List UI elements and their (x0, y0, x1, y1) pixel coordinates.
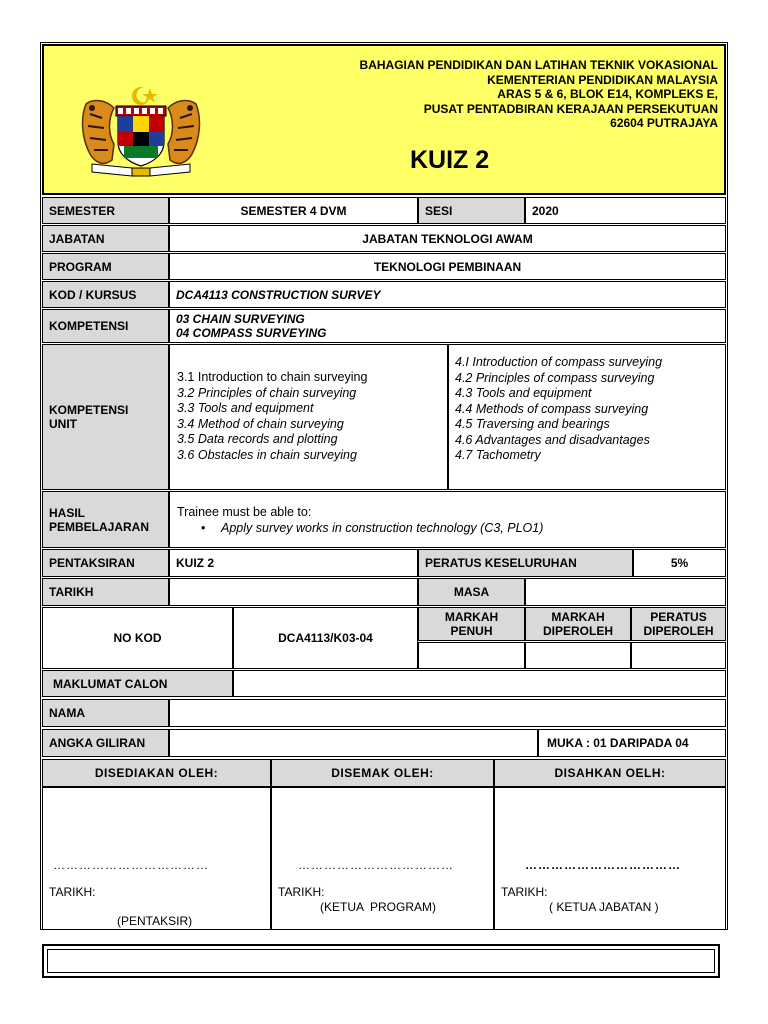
unit-item: 4.2 Principles of compass surveying (455, 370, 655, 385)
org-line: 62604 PUTRAJAYA (610, 116, 718, 130)
header-line: DIPEROLEH (542, 624, 613, 638)
markah-penuh-header (418, 607, 525, 641)
header-line: PERATUS (650, 610, 707, 624)
angka-giliran-value (169, 729, 538, 757)
bullet-icon: • (201, 521, 206, 535)
header-line: PENUH (450, 624, 493, 638)
peratus-diperoleh-header (631, 607, 726, 641)
nama-label: NAMA (42, 699, 169, 727)
coat-of-arms-logo (78, 84, 204, 180)
program-label: PROGRAM (42, 253, 169, 280)
maklumat-calon-value (233, 670, 726, 697)
peratus-label: PERATUS KESELURUHAN (418, 549, 633, 577)
pentaksiran-value: KUIZ 2 (169, 549, 418, 577)
disemak-signature-box (271, 787, 494, 930)
nokod-value: DCA4113/K03-04 (233, 607, 418, 669)
unit-label-line: KOMPETENSI (49, 403, 129, 417)
unit-item: 3.2 Principles of chain surveying (177, 385, 357, 400)
jabatan-value: JABATAN TEKNOLOGI AWAM (169, 225, 726, 252)
kod-label: KOD / KURSUS (42, 281, 169, 308)
header-line: DIPEROLEH (643, 624, 714, 638)
tarikh-field-label: TARIKH: (278, 885, 325, 899)
footer-box (42, 944, 720, 978)
unit-item: 3.5 Data records and plotting (177, 432, 338, 446)
hasil-label (42, 491, 169, 548)
signature-line: ……………………………… (53, 858, 209, 872)
unit-item: 4.3 Tools and equipment (455, 386, 592, 400)
peratus-value: 5% (633, 549, 726, 577)
sesi-value: 2020 (525, 197, 726, 224)
disahkan-header: DISAHKAN OELH: (494, 759, 726, 787)
org-line: BAHAGIAN PENDIDIKAN DAN LATIHAN TEKNIK VOKASIONAL (359, 58, 718, 72)
nokod-label: NO KOD (42, 607, 233, 669)
kod-value: DCA4113 CONSTRUCTION SURVEY (169, 281, 726, 308)
kompetensi-label: KOMPETENSI (42, 309, 169, 343)
peratus-diperoleh-value (631, 642, 726, 669)
header-line: MARKAH (444, 610, 499, 624)
kompetensi-value (169, 309, 726, 343)
disemak-header: DISEMAK OLEH: (271, 759, 494, 787)
kompetensi-line: 04 COMPASS SURVEYING (176, 326, 327, 340)
tarikh-value (169, 578, 418, 606)
nama-value (169, 699, 726, 727)
hasil-bullet-item (177, 520, 725, 536)
hasil-value (169, 491, 726, 548)
markah-penuh-value (418, 642, 525, 669)
unit-item: 3.1 Introduction to chain surveying (177, 370, 368, 384)
jabatan-label: JABATAN (42, 225, 169, 252)
masa-label: MASA (418, 578, 525, 606)
unit-item: 4.5 Traversing and bearings (455, 417, 610, 431)
muka-page-number: MUKA : 01 DARIPADA 04 (538, 729, 726, 757)
hasil-label-line: HASIL (49, 505, 85, 520)
footer-box-inner (47, 949, 715, 973)
role-label: (PENTAKSIR) (117, 914, 193, 928)
signature-line: ……………………………… (298, 858, 454, 872)
unit-item: 4.6 Advantages and disadvantages (455, 432, 650, 447)
kompetensi-line: 03 CHAIN SURVEYING (176, 312, 305, 326)
masa-value (525, 578, 726, 606)
markah-diperoleh-header (525, 607, 631, 641)
role-label: (KETUA PROGRAM) (320, 900, 437, 914)
page-title: KUIZ 2 (410, 146, 490, 174)
semester-label: SEMESTER (42, 197, 169, 224)
org-line: ARAS 5 & 6, BLOK E14, KOMPLEKS E, (497, 87, 718, 101)
unit-item: 3.6 Obstacles in chain surveying (177, 447, 357, 462)
unit-label-line: UNIT (49, 417, 77, 431)
unit-item: 4.7 Tachometry (455, 448, 541, 462)
org-address (278, 58, 718, 131)
header-line: MARKAH (551, 610, 605, 624)
unit-left-list (169, 344, 448, 490)
signature-line: ……………………………… (525, 858, 681, 872)
unit-item: 3.3 Tools and equipment (177, 401, 314, 415)
hasil-bullet-text: Apply survey works in construction technology (C3, PLO1) (221, 521, 544, 535)
header-block (42, 44, 726, 195)
hasil-label-line: PEMBELAJARAN (49, 519, 150, 534)
org-line: PUSAT PENTADBIRAN KERAJAAN PERSEKUTUAN (423, 101, 718, 116)
semester-value: SEMESTER 4 DVM (169, 197, 418, 224)
unit-label (42, 344, 169, 490)
unit-item: 3.4 Method of chain surveying (177, 416, 344, 431)
tarikh-field-label: TARIKH: (49, 885, 96, 899)
unit-item: 4.4 Methods of compass surveying (455, 401, 649, 416)
tarikh-label: TARIKH (42, 578, 169, 606)
markah-diperoleh-value (525, 642, 631, 669)
disahkan-signature-box (494, 787, 726, 930)
program-value: TEKNOLOGI PEMBINAAN (169, 253, 726, 280)
unit-item: 4.I Introduction of compass surveying (455, 355, 663, 369)
disediakan-header: DISEDIAKAN OLEH: (42, 759, 271, 787)
maklumat-calon-label: MAKLUMAT CALON (42, 670, 233, 697)
unit-right-list (448, 344, 726, 490)
hasil-intro: Trainee must be able to: (177, 505, 312, 519)
tarikh-field-label: TARIKH: (501, 885, 548, 899)
sesi-label: SESI (418, 197, 525, 224)
pentaksiran-label: PENTAKSIRAN (42, 549, 169, 577)
role-label: ( KETUA JABATAN ) (549, 900, 659, 914)
angka-giliran-label: ANGKA GILIRAN (42, 729, 169, 757)
disediakan-signature-box (42, 787, 271, 930)
org-line: KEMENTERIAN PENDIDIKAN MALAYSIA (487, 72, 718, 87)
